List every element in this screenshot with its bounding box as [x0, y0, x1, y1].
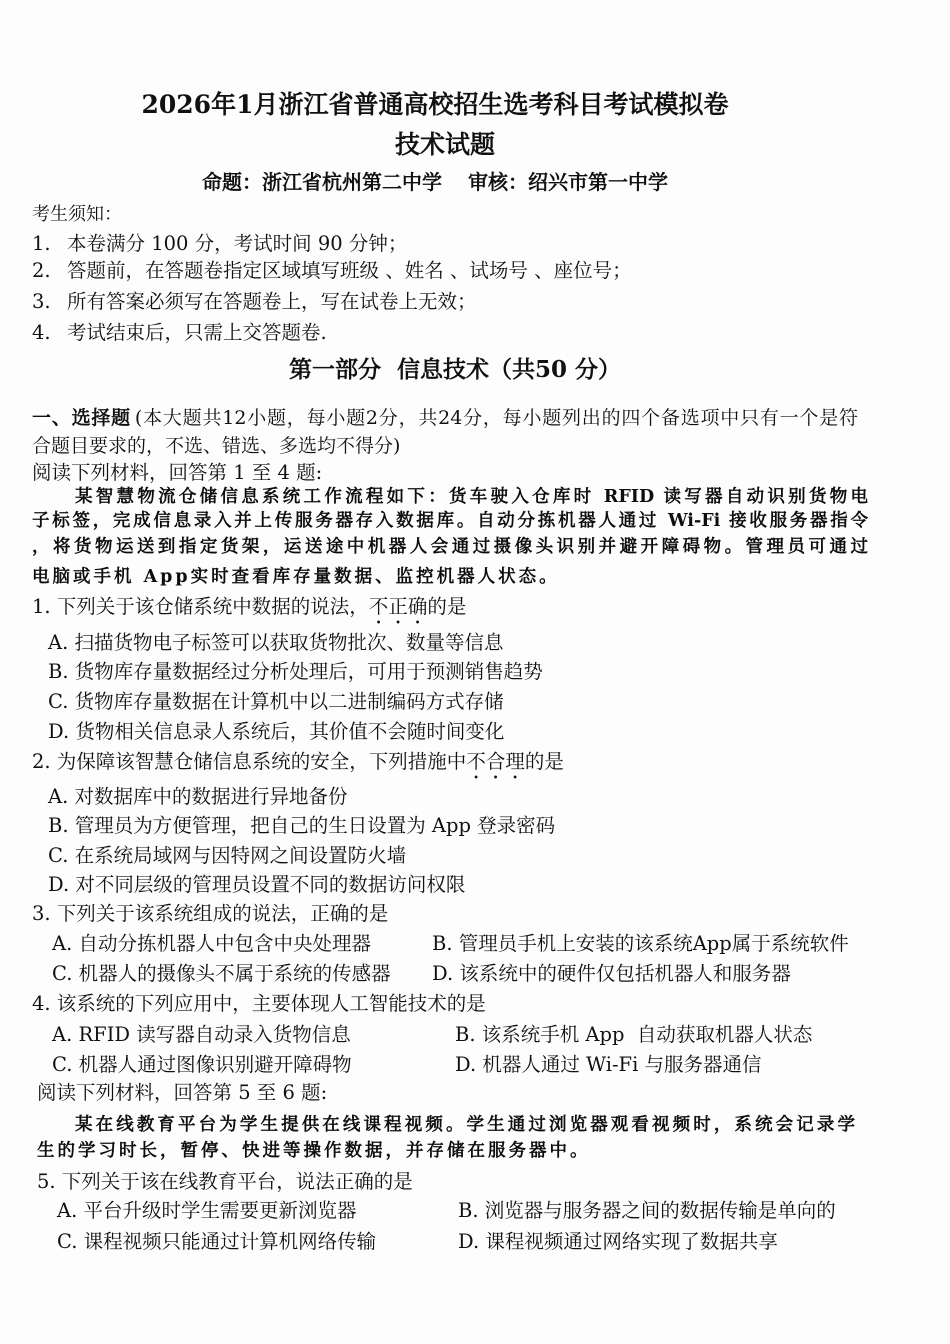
q3-option-d: D. 该系统中的硬件仅包括机器人和服务器	[432, 962, 791, 985]
q4-option-a: A. RFID 读写器自动录入货物信息	[52, 1023, 351, 1046]
question-stem-text: 的是	[524, 750, 564, 773]
notice-item-number: 4.	[32, 321, 51, 344]
material-line: 某智慧物流仓储信息系统工作流程如下：货车驶入仓库时 RFID 读写器自动识别货物电	[75, 487, 868, 507]
q1-option-b: B. 货物库存量数据经过分析处理后，可用于预测销售趋势	[48, 660, 543, 683]
material-line: ，将货物运送到指定货架，运送途中机器人会通过摄像头识别并避开障碍物。管理员可通过	[32, 537, 868, 557]
question-3-stem: 3. 下列关于该系统组成的说法，正确的是	[32, 902, 389, 925]
q1-option-a: A. 扫描货物电子标签可以获取货物批次、数量等信息	[48, 631, 504, 654]
material-line: 子标签，完成信息录入并上传服务器存入数据库。自动分拣机器人通过 Wi-Fi 接收服务器指令	[32, 511, 868, 531]
material-line: 生的学习时长，暂停、快进等操作数据，并存储在服务器中。	[37, 1141, 591, 1161]
notice-heading: 考生须知：	[32, 204, 122, 225]
question-stem-emphasis: 不正确	[368, 595, 428, 618]
q4-option-d: D. 机器人通过 Wi-Fi 与服务器通信	[455, 1053, 762, 1076]
question-4-stem: 4. 该系统的下列应用中，主要体现人工智能技术的是	[32, 992, 486, 1015]
notice-item-number: 3.	[32, 290, 51, 313]
material-intro: 阅读下列材料，回答第 1 至 4 题:	[32, 461, 323, 484]
section-description-continued: 合题目要求的，不选、错选、多选均不得分)	[32, 435, 401, 457]
question-stem-text: 的是	[427, 595, 467, 618]
notice-item-text: 考试结束后，只需上交答题卷.	[67, 321, 327, 344]
section-description: (本大题共12小题，每小题2分，共24分，每小题列出的四个备选项中只有一个是符	[134, 407, 858, 429]
section-description-line	[32, 406, 858, 430]
notice-item-text: 本卷满分 100 分，考试时间 90 分钟；	[67, 232, 408, 255]
notice-item-number: 2.	[32, 259, 51, 282]
q5-option-d: D. 课程视频通过网络实现了数据共享	[458, 1230, 778, 1253]
exam-byline	[0, 170, 870, 194]
q3-option-a: A. 自动分拣机器人中包含中央处理器	[52, 932, 371, 955]
q2-option-c: C. 在系统局域网与因特网之间设置防火墙	[48, 844, 407, 867]
question-stem-text: 2. 为保障该智慧仓储信息系统的安全，下列措施中	[32, 750, 467, 773]
q1-option-c: C. 货物库存量数据在计算机中以二进制编码方式存储	[48, 690, 504, 713]
notice-item-text: 所有答案必须写在答题卷上，写在试卷上无效；	[67, 290, 477, 313]
exam-subject: 技术试题	[394, 130, 495, 159]
author-credit: 命题：浙江省杭州第二中学	[202, 170, 442, 194]
material-line: 电脑或手机 App实时查看库存量数据、监控机器人状态。	[32, 567, 560, 587]
q5-option-a: A. 平台升级时学生需要更新浏览器	[57, 1199, 357, 1222]
question-5-stem: 5. 下列关于该在线教育平台，说法正确的是	[37, 1170, 413, 1193]
q1-option-d: D. 货物相关信息录人系统后，其价值不会随时间变化	[48, 720, 505, 743]
part-heading: 第一部分 信息技术（共50 分）	[288, 356, 622, 383]
q3-option-b: B. 管理员手机上安装的该系统App属于系统软件	[432, 932, 849, 955]
notice-item-number: 1.	[32, 232, 51, 255]
q2-option-a: A. 对数据库中的数据进行异地备份	[48, 785, 348, 808]
question-1-stem	[32, 595, 466, 629]
notice-item-text: 答题前，在答题卷指定区域填写班级 、姓名 、试场号 、座位号；	[67, 259, 632, 282]
exam-title: 2026年1月浙江省普通高校招生选考科目考试模拟卷	[141, 90, 729, 119]
q2-option-b: B. 管理员为方便管理，把自己的生日设置为 App 登录密码	[48, 814, 556, 837]
question-stem-text: 1. 下列关于该仓储系统中数据的说法，	[32, 595, 369, 618]
q2-option-d: D. 对不同层级的管理员设置不同的数据访问权限	[48, 873, 466, 896]
q5-option-c: C. 课程视频只能通过计算机网络传输	[57, 1230, 377, 1253]
question-2-stem	[32, 750, 564, 784]
material-line: 某在线教育平台为学生提供在线课程视频。学生通过浏览器观看视频时，系统会记录学	[75, 1115, 855, 1135]
q3-option-c: C. 机器人的摄像头不属于系统的传感器	[52, 962, 391, 985]
question-stem-emphasis: 不合理	[466, 750, 525, 773]
q4-option-b: B. 该系统手机 App 自动获取机器人状态	[455, 1023, 813, 1046]
q5-option-b: B. 浏览器与服务器之间的数据传输是单向的	[458, 1199, 836, 1222]
material-intro: 阅读下列材料，回答第 5 至 6 题:	[37, 1081, 328, 1104]
reviewer-credit: 审核：绍兴市第一中学	[468, 170, 668, 194]
section-label: 一、选择题	[32, 407, 131, 429]
q4-option-c: C. 机器人通过图像识别避开障碍物	[52, 1053, 352, 1076]
